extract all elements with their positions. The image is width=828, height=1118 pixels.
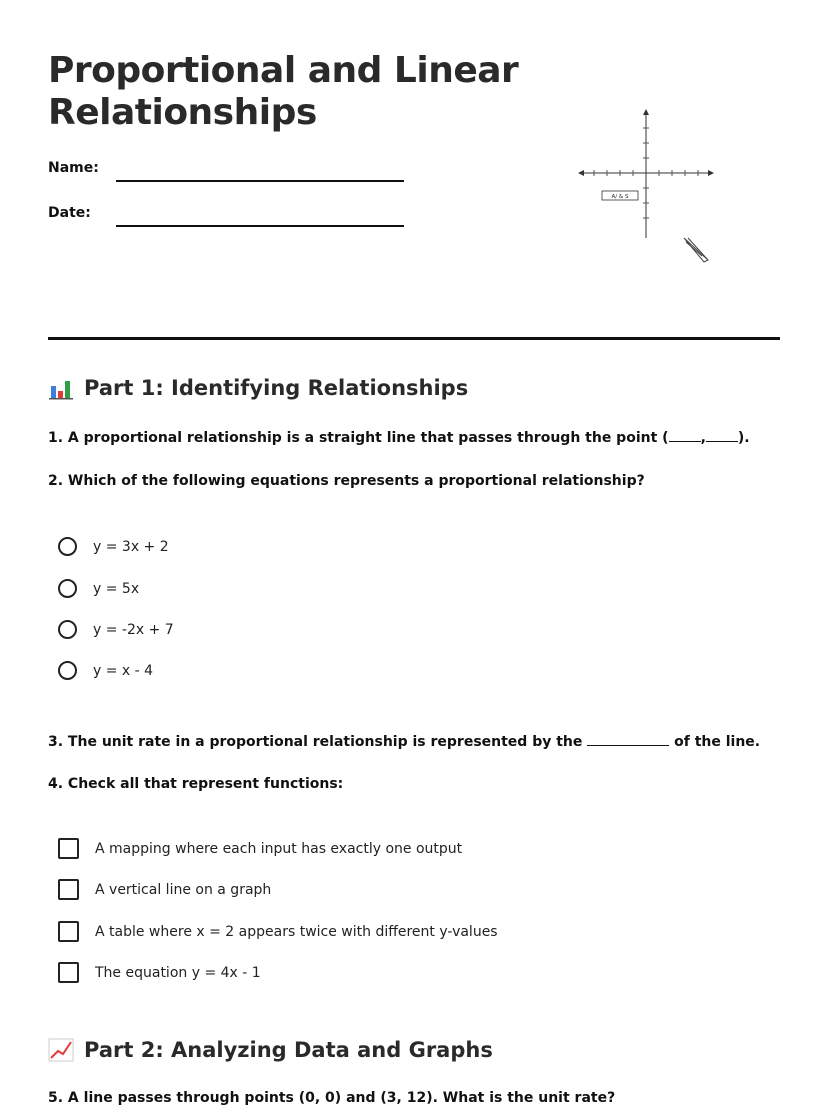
question-3: 3. The unit rate in a proportional relationship is represented by the of the line. [48, 734, 761, 750]
date-label: Date: [48, 205, 91, 221]
question-3-blank[interactable] [587, 733, 669, 746]
graph-box-label: A/ & S [611, 194, 629, 200]
radio-button[interactable] [58, 661, 77, 680]
part-2-heading-text: Part 2: Analyzing Data and Graphs [84, 1038, 493, 1062]
q2-option-4[interactable] [58, 661, 153, 680]
name-label: Name: [48, 160, 99, 176]
radio-button[interactable] [58, 579, 77, 598]
coordinate-graph-image [574, 100, 724, 270]
date-line[interactable] [116, 225, 404, 227]
worksheet-title [48, 50, 518, 134]
question-4: 4. Check all that represent functions: [48, 776, 344, 792]
section-divider [48, 337, 780, 340]
q2-option-2[interactable] [58, 579, 139, 598]
q2-option-1[interactable] [58, 537, 169, 556]
part-1-heading [48, 376, 468, 400]
checkbox[interactable] [58, 879, 79, 900]
name-line[interactable] [116, 180, 404, 182]
q2-option-label: y = 5x [93, 580, 140, 597]
radio-button[interactable] [58, 620, 77, 639]
q4-option-label: A vertical line on a graph [95, 881, 272, 898]
title-line-1: Proportional and Linear [48, 50, 519, 91]
title-line-2: Relationships [48, 92, 317, 133]
pencil-icon [684, 238, 708, 262]
question-2: 2. Which of the following equations represents a proportional relationship? [48, 473, 645, 489]
q2-option-label: y = -2x + 7 [93, 621, 174, 638]
line-chart-icon [48, 1038, 74, 1062]
q4-option-label: A table where x = 2 appears twice with different y-values [95, 923, 498, 940]
question-5: 5. A line passes through points (0, 0) and (3, 12). What is the unit rate? [48, 1090, 616, 1106]
q2-option-label: y = x - 4 [93, 662, 154, 679]
bar-chart-icon [48, 376, 74, 400]
q4-option-2[interactable] [58, 879, 271, 900]
part-1-heading-text: Part 1: Identifying Relationships [84, 376, 469, 400]
checkbox[interactable] [58, 921, 79, 942]
checkbox[interactable] [58, 962, 79, 983]
question-1-blank-y[interactable] [706, 429, 738, 442]
q2-option-label: y = 3x + 2 [93, 538, 169, 555]
q4-option-label: The equation y = 4x - 1 [95, 964, 261, 981]
q4-option-4[interactable] [58, 962, 261, 983]
question-1-blank-x[interactable] [669, 429, 701, 442]
q2-option-3[interactable] [58, 620, 174, 639]
q4-option-label: A mapping where each input has exactly one output [95, 840, 463, 857]
question-1: 1. A proportional relationship is a straight line that passes through the point ( , ). [48, 430, 750, 446]
checkbox[interactable] [58, 838, 79, 859]
part-2-heading [48, 1038, 493, 1062]
q4-option-1[interactable] [58, 838, 462, 859]
radio-button[interactable] [58, 537, 77, 556]
q4-option-3[interactable] [58, 921, 498, 942]
